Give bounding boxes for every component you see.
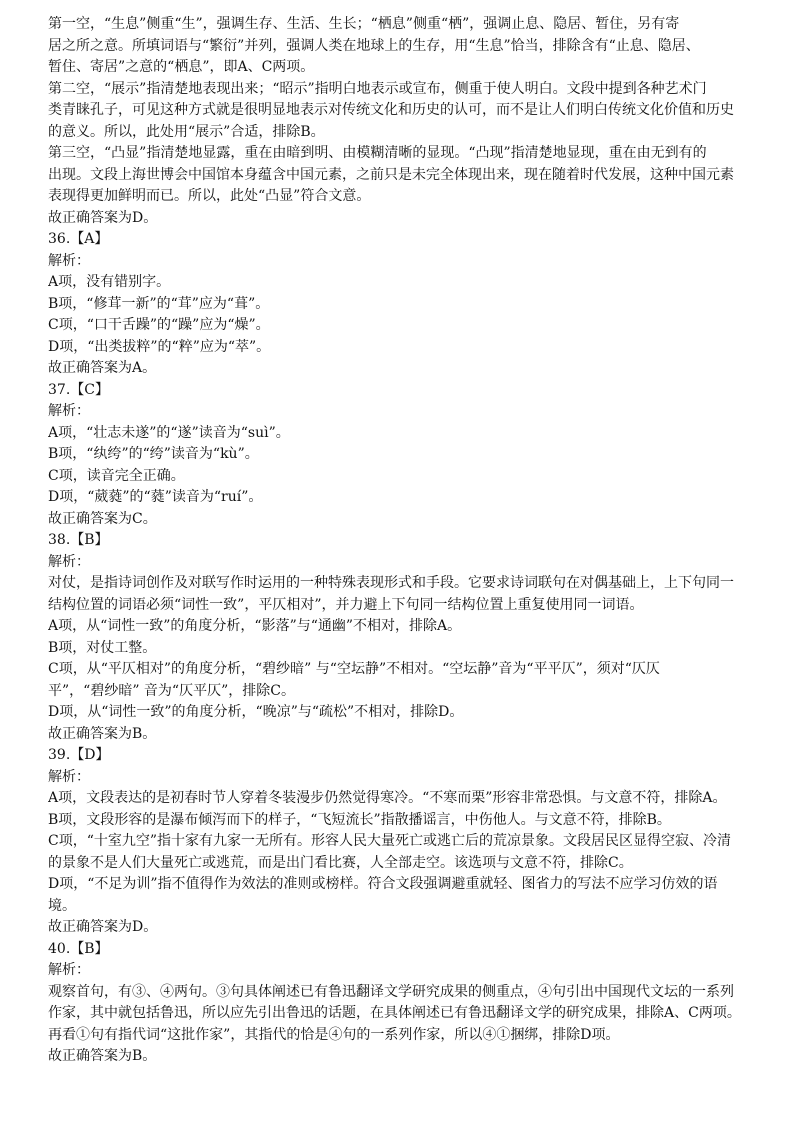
analysis-label: 解析： (48, 768, 90, 785)
text-line: A项，从“词性一致”的角度分析，“影落”与“通幽”不相对，排除A。 (48, 618, 462, 634)
text-line: B项，对仗工整。 (48, 639, 157, 656)
text-line: 类青睐孔子，可见这种方式就是很明显地表示对传统文化和历史的认可，而不是让人们明白传统文化价值和历史 (48, 102, 734, 118)
text-line: D项，从“词性一致”的角度分析，“晚凉”与“疏松”不相对，排除D。 (48, 704, 464, 720)
text-line: D项，“不足为训”指不值得作为效法的准则或榜样。符合文段强调避重就轻、图省力的写法不应学习仿效的语 (48, 876, 718, 892)
text-line: 第一空，“生息”侧重“生”，强调生存、生活、生长；“栖息”侧重“栖”，强调止息、隐居、暂住，另有寄 (48, 16, 680, 32)
text-line: A项，“壮志未遂”的“遂”读音为“suì”。 (48, 424, 290, 441)
text-line: C项，“十室九空”指十家有九家一无所有。形容人民大量死亡或逃亡后的荒凉景象。文段居民区显得空寂、冷清 (48, 833, 732, 849)
text-line: 再看①句有指代词“这批作家”，其指代的恰是④句的一系列作家，所以④①捆绑，排除D项。 (48, 1026, 620, 1043)
text-line: A项，文段表达的是初春时节人穿着冬装漫步仍然觉得寒冷。“不寒而栗”形容非常恐惧。与文意不符，排除A。 (48, 790, 727, 806)
analysis-label: 解析： (48, 252, 90, 269)
answer-line: 故正确答案为D。 (48, 919, 158, 935)
text-line: D项，“葳蕤”的“蕤”读音为“ruí”。 (48, 489, 263, 505)
analysis-label: 解析： (48, 962, 90, 978)
analysis-label: 解析： (48, 403, 90, 419)
text-line: C项，“口干舌躁”的“躁”应为“燥”。 (48, 317, 270, 333)
text-line: 平”，“碧纱暗” 音为“仄平仄”，排除C。 (48, 682, 295, 699)
text-line: B项，文段形容的是瀑布倾泻而下的样子，“飞短流长”指散播谣言，中伤他人。与文意不符，排除B。 (48, 811, 671, 828)
text-line: 观察首句，有③、④两句。③句具体阐述已有鲁迅翻译文学研究成果的侧重点，④句引出中国现代文坛的一系列 (48, 983, 734, 1000)
text-line: C项，从“平仄相对”的角度分析，“碧纱暗” 与“空坛静”不相对。“空坛静”音为“平平仄”，须对“仄仄 (48, 661, 660, 677)
answer-line: 故正确答案为C。 (48, 510, 157, 527)
text-line: 居之所之意。所填词语与“繁衍”并列，强调人类在地球上的生存，用“生息”恰当，排除含有“止息、隐居、 (48, 37, 700, 54)
text-line: 的意义。所以，此处用“展示”合适，排除B。 (48, 123, 325, 140)
answer-explanation-page (48, 14, 756, 1068)
answer-line: 故正确答案为B。 (48, 725, 157, 742)
question-heading: 39.【D】 (48, 747, 110, 763)
text-line: 表现得更加鲜明而已。所以，此处“凸显”符合文意。 (48, 188, 371, 204)
text-line: 对仗，是指诗词创作及对联写作时运用的一种特殊表现形式和手段。它要求诗词联句在对偶基础上，上下句同一 (48, 575, 734, 591)
question-heading: 40.【B】 (48, 940, 109, 957)
text-line: A项，没有错别字。 (48, 274, 171, 290)
text-line: 第三空，“凸显”指清楚地显露，重在由暗到明、由模糊清晰的显现。“凸现”指清楚地显现，重在由无到有的 (48, 145, 707, 161)
text-line: 第二空，“展示”指清楚地表现出来；“昭示”指明白地表示或宣布，侧重于使人明白。文段中提到各种艺术门 (48, 80, 707, 97)
text-line: 境。 (48, 897, 76, 914)
question-heading: 37.【C】 (48, 381, 109, 398)
answer-line: 故正确答案为D。 (48, 209, 158, 226)
text-line: 作家，其中就包括鲁迅，所以应先引出鲁迅的话题，在具体阐述已有鲁迅翻译文学的研究成果，排除A、C两项。 (48, 1005, 741, 1021)
text-line: B项，“修茸一新”的“茸”应为“葺”。 (48, 295, 270, 312)
text-line: 出现。文段上海世博会中国馆本身蕴含中国元素，之前只是未完全体现出来，现在随着时代发展，这种中国元素 (48, 166, 734, 183)
text-line: C项，读音完全正确。 (48, 467, 185, 484)
question-heading: 38.【B】 (48, 532, 109, 548)
answer-line: 故正确答案为B。 (48, 1048, 157, 1064)
text-line: 暂住、寄居”之意的“栖息”，即A、C两项。 (48, 59, 315, 75)
text-line: B项，“纨绔”的“绔”读音为“kù”。 (48, 446, 259, 462)
answer-line: 故正确答案为A。 (48, 360, 157, 376)
text-line: 的景象不是人们大量死亡或逃荒，而是出门看比赛，人全部走空。该选项与文意不符，排除C。 (48, 854, 633, 871)
analysis-label: 解析： (48, 553, 90, 570)
text-line: 结构位置的词语必须“词性一致”，平仄相对”，并力避上下句同一结构位置上重复使用同一词语。 (48, 596, 644, 613)
question-heading: 36.【A】 (48, 231, 109, 247)
text-line: D项，“出类拔粹”的“粹”应为“萃”。 (48, 338, 271, 355)
